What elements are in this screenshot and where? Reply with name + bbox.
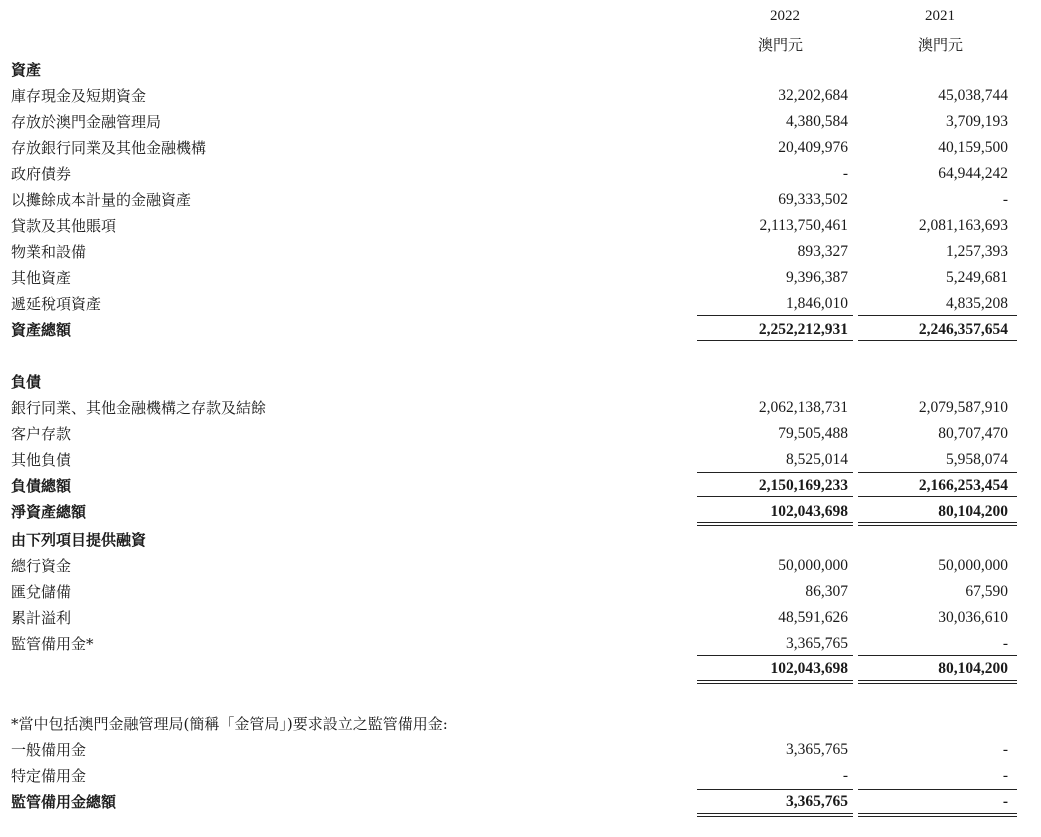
table-row: [0, 216, 1041, 242]
row-label: 匯兌儲備: [11, 583, 72, 601]
table-row: [0, 190, 1041, 216]
row-label: 其他負債: [11, 451, 72, 469]
value-2021: 67,590: [965, 583, 1008, 600]
total-rule: [697, 340, 853, 341]
value-2021: 2,166,253,454: [918, 477, 1008, 494]
value-2021: 40,159,500: [938, 139, 1008, 156]
value-2022: 2,062,138,731: [758, 399, 848, 416]
row-label: 特定備用金: [11, 767, 87, 785]
total-rule: [858, 340, 1017, 341]
year-2022-header: 2022: [770, 8, 800, 24]
value-2021: 4,835,208: [946, 295, 1008, 312]
subtotal-rule: [858, 315, 1017, 316]
liabilities-title: 負債: [11, 373, 42, 391]
value-2021: -: [1002, 635, 1008, 652]
table-row: [0, 582, 1041, 608]
subtotal-rule: [697, 655, 853, 656]
value-2022: 3,365,765: [786, 793, 848, 810]
row-label: 其他資產: [11, 269, 72, 287]
row-label: 物業和設備: [11, 243, 87, 261]
value-2021: 5,958,074: [946, 451, 1008, 468]
double-rule-bottom: [697, 525, 853, 526]
value-2021: -: [1002, 191, 1008, 208]
funding-total-row: [0, 659, 1041, 685]
row-label: 監管備用金總額: [11, 793, 117, 811]
note-title-row: [0, 714, 1041, 740]
value-2022: 102,043,698: [770, 503, 848, 520]
note-total-row: [0, 792, 1041, 818]
double-rule-bottom: [858, 683, 1017, 684]
value-2021: 80,707,470: [938, 425, 1008, 442]
double-rule-top: [858, 522, 1017, 523]
value-2021: 2,079,587,910: [918, 399, 1008, 416]
value-2021: 50,000,000: [938, 557, 1008, 574]
row-label: 銀行同業、其他金融機構之存款及結餘: [11, 399, 267, 417]
row-label: 貸款及其他賬項: [11, 217, 117, 235]
table-row: [0, 112, 1041, 138]
subtotal-rule: [858, 655, 1017, 656]
table-row: [0, 634, 1041, 660]
value-2022: 4,380,584: [786, 113, 848, 130]
row-label: 存放於澳門金融管理局: [11, 113, 162, 131]
funding-title: 由下列項目提供融資: [11, 531, 147, 549]
assets-section: [0, 60, 1041, 86]
value-2021: 45,038,744: [938, 87, 1008, 104]
row-label: 累計溢利: [11, 609, 72, 627]
value-2022: 48,591,626: [778, 609, 848, 626]
assets-total-row: [0, 320, 1041, 346]
row-label: 以攤餘成本計量的金融資產: [11, 191, 192, 209]
value-2021: -: [1002, 741, 1008, 758]
value-2022: 69,333,502: [778, 191, 848, 208]
row-label: 庫存現金及短期資金: [11, 87, 147, 105]
double-rule-bottom: [858, 525, 1017, 526]
subtotal-rule: [858, 496, 1017, 497]
value-2022: 2,252,212,931: [758, 321, 848, 338]
subtotal-rule: [697, 496, 853, 497]
row-label: 遞延稅項資產: [11, 295, 102, 313]
value-2022: 3,365,765: [786, 635, 848, 652]
table-row: [0, 424, 1041, 450]
value-2022: -: [842, 165, 848, 182]
double-rule-top: [858, 680, 1017, 681]
value-2022: 1,846,010: [786, 295, 848, 312]
table-row: [0, 164, 1041, 190]
table-row: [0, 398, 1041, 424]
value-2021: -: [1002, 793, 1008, 810]
subtotal-rule: [858, 472, 1017, 473]
value-2022: 102,043,698: [770, 660, 848, 677]
value-2021: 3,709,193: [946, 113, 1008, 130]
value-2021: 80,104,200: [938, 660, 1008, 677]
value-2022: 86,307: [805, 583, 848, 600]
value-2022: 893,327: [797, 243, 848, 260]
value-2021: 2,246,357,654: [918, 321, 1008, 338]
row-label: 政府債券: [11, 165, 72, 183]
row-label: 總行資金: [11, 557, 72, 575]
year-2021-header: 2021: [925, 8, 955, 24]
assets-title: 資產: [11, 61, 42, 79]
subtotal-rule: [697, 789, 853, 790]
table-row: [0, 268, 1041, 294]
value-2022: 32,202,684: [778, 87, 848, 104]
row-label: 負債總額: [11, 477, 72, 495]
row-label: 客户存款: [11, 425, 72, 443]
row-label: 一般備用金: [11, 741, 87, 759]
table-row: [0, 86, 1041, 112]
double-rule-top: [858, 813, 1017, 814]
table-row: [0, 138, 1041, 164]
value-2021: 64,944,242: [938, 165, 1008, 182]
table-row: [0, 556, 1041, 582]
liabilities-section: [0, 372, 1041, 398]
value-2021: -: [1002, 767, 1008, 784]
row-label: 存放銀行同業及其他金融機構: [11, 139, 207, 157]
row-label: 資產總額: [11, 321, 72, 339]
currency-2021-header: 澳門元: [917, 36, 963, 54]
table-row: [0, 242, 1041, 268]
value-2021: 80,104,200: [938, 503, 1008, 520]
subtotal-rule: [697, 472, 853, 473]
double-rule-top: [697, 680, 853, 681]
table-row: [0, 608, 1041, 634]
subtotal-rule: [858, 789, 1017, 790]
value-2022: 2,150,169,233: [758, 477, 848, 494]
value-2022: 50,000,000: [778, 557, 848, 574]
value-2022: -: [842, 767, 848, 784]
value-2022: 8,525,014: [786, 451, 848, 468]
row-label: 淨資產總額: [11, 503, 87, 521]
double-rule-bottom: [697, 683, 853, 684]
double-rule-top: [697, 522, 853, 523]
table-row: [0, 740, 1041, 766]
value-2022: 79,505,488: [778, 425, 848, 442]
double-rule-bottom: [858, 816, 1017, 817]
value-2021: 5,249,681: [946, 269, 1008, 286]
note-title: *當中包括澳門金融管理局(簡稱「金管局」)要求設立之監管備用金:: [11, 715, 448, 733]
value-2022: 20,409,976: [778, 139, 848, 156]
subtotal-rule: [697, 315, 853, 316]
double-rule-bottom: [697, 816, 853, 817]
liabilities-total-row: [0, 476, 1041, 502]
value-2021: 2,081,163,693: [918, 217, 1008, 234]
funding-section: [0, 530, 1041, 556]
table-row: [0, 294, 1041, 320]
value-2022: 9,396,387: [786, 269, 848, 286]
value-2021: 1,257,393: [946, 243, 1008, 260]
value-2022: 3,365,765: [786, 741, 848, 758]
double-rule-top: [697, 813, 853, 814]
currency-2022-header: 澳門元: [757, 36, 803, 54]
row-label: 監管備用金*: [11, 635, 94, 653]
value-2021: 30,036,610: [938, 609, 1008, 626]
value-2022: 2,113,750,461: [759, 217, 848, 234]
